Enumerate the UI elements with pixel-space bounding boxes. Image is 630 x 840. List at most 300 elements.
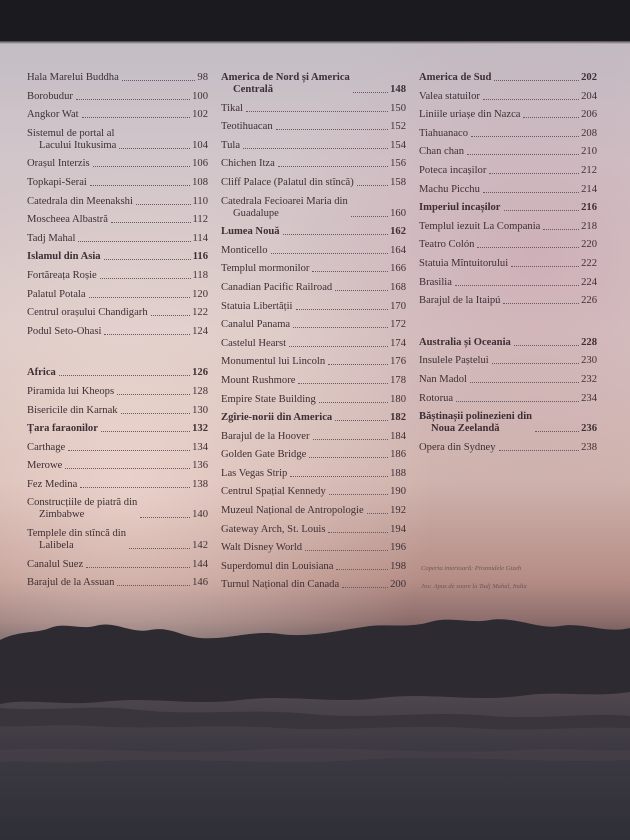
toc-page-number: 210 <box>581 146 597 158</box>
toc-section-heading <box>27 367 208 379</box>
toc-entry <box>419 221 597 233</box>
dot-leader <box>492 362 579 364</box>
toc-page-number: 178 <box>390 374 406 386</box>
dot-leader <box>122 79 196 81</box>
dot-leader <box>89 296 191 298</box>
toc-entry-title <box>221 72 350 96</box>
dot-leader <box>456 400 579 402</box>
toc-entry <box>419 146 597 158</box>
toc-entry <box>27 326 208 338</box>
toc-entry-title <box>27 177 87 189</box>
toc-section-heading <box>419 337 597 349</box>
toc-entry-title <box>419 239 474 251</box>
toc-page-number: 176 <box>390 356 406 368</box>
toc-entry-title <box>221 263 309 275</box>
toc-page-number: 120 <box>192 288 208 300</box>
toc-entry-title <box>27 128 116 152</box>
dot-leader <box>68 449 190 451</box>
toc-entry <box>419 393 597 405</box>
toc-entry-title <box>221 158 275 170</box>
toc-entry-title-line: Canalul Panama <box>221 319 291 331</box>
dot-leader <box>82 116 190 118</box>
dot-leader <box>140 516 190 518</box>
toc-entry-title-line: Turnul Național din Canada <box>221 579 340 591</box>
dot-leader <box>90 184 190 186</box>
toc-entry-title <box>221 338 286 350</box>
dot-leader <box>543 228 579 230</box>
dot-leader <box>309 456 388 458</box>
toc-entry-title <box>27 307 148 319</box>
toc-entry-title-line: Liniile uriașe din Nazca <box>419 109 521 121</box>
dot-leader <box>329 493 388 495</box>
dot-leader <box>353 91 388 93</box>
toc-page-number: 158 <box>390 176 406 188</box>
toc-entry <box>27 577 208 589</box>
toc-page-number: 164 <box>390 244 406 256</box>
toc-entry <box>27 289 208 301</box>
dot-leader <box>494 79 579 81</box>
toc-entry <box>27 91 208 103</box>
toc-page-number: 200 <box>390 579 406 591</box>
dot-leader <box>290 475 388 477</box>
toc-entry-title <box>221 412 332 424</box>
toc-entry-title <box>419 221 540 233</box>
toc-page-number: 162 <box>390 226 406 238</box>
toc-page-number: 148 <box>390 84 406 95</box>
dot-leader <box>93 165 190 167</box>
toc-entry-title <box>419 109 520 121</box>
toc-page-number: 198 <box>390 560 406 572</box>
toc-section-heading <box>221 72 406 96</box>
caption-inner-cover: Coperta interioară: Piramidele Gizeh <box>421 565 522 572</box>
toc-page-number: 98 <box>197 72 208 83</box>
dot-leader <box>243 147 388 149</box>
toc-entry <box>27 528 208 552</box>
toc-page-number: 108 <box>192 176 208 188</box>
dot-leader <box>101 430 190 432</box>
toc-entry-title-line: Merowe <box>27 460 63 472</box>
toc-entry-title-line: Teotihuacan <box>221 121 273 133</box>
toc-entry <box>221 140 406 152</box>
toc-entry-title-line: Muzeul Național de Antropologie <box>221 505 364 517</box>
dot-leader <box>296 308 389 310</box>
toc-entry <box>221 449 406 461</box>
toc-section-heading <box>221 226 406 238</box>
toc-entry-title-line: Sistemul de portal al <box>27 127 115 139</box>
toc-entry-title <box>221 468 287 480</box>
dot-leader <box>351 215 388 217</box>
toc-entry <box>419 295 597 307</box>
toc-page-number: 134 <box>192 441 208 453</box>
section-gap <box>419 314 597 337</box>
toc-page-number: 110 <box>192 195 208 207</box>
toc-entry-title <box>419 442 496 454</box>
toc-entry <box>419 442 597 454</box>
toc-entry-title-line: Valea statuilor <box>419 90 480 102</box>
toc-entry-title-line: Imperiul incașilor <box>419 202 501 214</box>
dot-leader <box>336 568 388 570</box>
toc-page-number: 226 <box>581 295 597 307</box>
dot-leader <box>504 209 580 211</box>
toc-entry-title-line: Băștinașii polinezieni din <box>419 411 533 423</box>
toc-entry-title <box>221 319 290 331</box>
dot-leader <box>328 531 388 533</box>
toc-page-number: 192 <box>390 505 406 517</box>
toc-entry-title <box>27 91 73 103</box>
toc-page-number: 238 <box>581 441 597 453</box>
toc-page-number: 130 <box>192 404 208 416</box>
toc-entry-title <box>221 103 243 115</box>
toc-entry <box>221 468 406 480</box>
toc-entry-title-line: Chichen Itza <box>221 158 275 170</box>
toc-entry-title-line: Tikal <box>221 102 243 114</box>
toc-entry-title-line: Barajul de la Assuan <box>27 577 115 589</box>
toc-entry <box>27 479 208 491</box>
toc-entry-title-line: Barajul de la Itaipú <box>419 295 501 307</box>
toc-page-number: 182 <box>390 412 406 424</box>
toc-entry-title-line: Templele din stîncă din <box>27 528 126 540</box>
toc-page-number: 152 <box>390 121 406 133</box>
toc-entry-title-line: Orașul Interzis <box>27 158 90 170</box>
toc-entry <box>27 214 208 226</box>
toc-entry-title-line: Machu Picchu <box>419 183 480 195</box>
toc-entry-title-line: America de Sud <box>419 72 492 83</box>
toc-entry-title-line: Podul Seto-Ohasi <box>27 325 102 337</box>
toc-page-number: 194 <box>390 523 406 535</box>
toc-entry-title-line: Nan Madol <box>419 373 467 385</box>
toc-page-number: 156 <box>390 158 406 170</box>
toc-entry-title-line: Borobudur <box>27 90 73 102</box>
dot-leader <box>328 363 388 365</box>
dot-leader <box>455 284 579 286</box>
dot-leader <box>289 345 388 347</box>
toc-entry <box>221 524 406 536</box>
toc-page-number: 104 <box>192 139 208 151</box>
toc-entry-title <box>27 479 77 491</box>
toc-entry <box>221 301 406 313</box>
toc-entry-title <box>221 356 325 368</box>
toc-entry-title-continuation: Guadalupe <box>233 207 279 219</box>
sunset-landscape-photo <box>0 600 630 840</box>
toc-section-heading <box>419 72 597 84</box>
toc-entry <box>221 103 406 115</box>
toc-entry-title <box>27 405 118 417</box>
toc-entry-title <box>221 196 348 220</box>
toc-entry <box>221 356 406 368</box>
toc-entry-title-line: America de Nord și America <box>221 72 350 83</box>
toc-page-number: 196 <box>390 542 406 554</box>
dot-leader <box>483 98 579 100</box>
toc-page-number: 118 <box>192 269 208 281</box>
toc-entry <box>221 375 406 387</box>
dot-leader <box>335 419 388 421</box>
dot-leader <box>467 153 579 155</box>
dot-leader <box>283 233 389 235</box>
toc-entry-title <box>221 524 325 536</box>
toc-entry-title-line: Mount Rushmore <box>221 374 296 386</box>
toc-page-number: 206 <box>581 109 597 121</box>
dot-leader <box>86 566 190 568</box>
toc-entry-title-line: Insulele Paștelui <box>419 355 489 367</box>
toc-entry-title <box>419 202 501 214</box>
toc-entry-title-line: Cliff Palace (Palatul din stîncă) <box>221 176 354 188</box>
toc-page-number: 232 <box>581 373 597 385</box>
dot-leader <box>117 393 190 395</box>
toc-entry-title <box>221 579 339 591</box>
toc-page-number: 212 <box>581 164 597 176</box>
toc-section-heading <box>27 251 208 263</box>
toc-entry <box>221 505 406 517</box>
toc-entry-title <box>419 337 511 349</box>
toc-entry-title <box>221 140 240 152</box>
toc-entry-title <box>27 289 86 301</box>
dot-leader <box>489 172 579 174</box>
toc-entry <box>419 128 597 140</box>
dot-leader <box>305 549 388 551</box>
toc-entry <box>419 277 597 289</box>
toc-entry-title <box>221 449 306 461</box>
toc-column-1 <box>27 72 208 596</box>
toc-entry <box>27 442 208 454</box>
toc-page-number: 100 <box>192 90 208 102</box>
toc-page-number: 222 <box>581 257 597 269</box>
toc-page-number: 116 <box>192 251 208 263</box>
toc-entry-title <box>419 277 452 289</box>
toc-entry-title-line: Templul mormonilor <box>221 263 310 275</box>
dot-leader <box>511 265 579 267</box>
toc-section-heading <box>419 202 597 214</box>
toc-entry-title-line: Gateway Arch, St. Louis <box>221 523 326 535</box>
toc-page-number: 218 <box>581 220 597 232</box>
toc-entry-title <box>27 158 90 170</box>
toc-entry-title-line: Monticello <box>221 244 268 256</box>
toc-page-number: 160 <box>390 207 406 219</box>
toc-entry-title-line: Statuia Libertății <box>221 300 293 312</box>
toc-page-number: 184 <box>390 430 406 442</box>
toc-entry <box>221 394 406 406</box>
toc-entry-title-line: Tadj Mahal <box>27 232 76 244</box>
toc-entry <box>27 196 208 208</box>
toc-entry-title-line: Las Vegas Strip <box>221 467 288 479</box>
toc-entry <box>27 307 208 319</box>
toc-entry <box>221 177 406 189</box>
toc-entry-title <box>221 245 268 257</box>
dot-leader <box>313 438 389 440</box>
toc-page-number: 214 <box>581 183 597 195</box>
toc-entry-title-line: Bisericile din Karnak <box>27 404 118 416</box>
toc-entry-title <box>27 460 62 472</box>
toc-entry-title <box>221 542 302 554</box>
toc-entry-title <box>221 226 280 238</box>
toc-entry-title <box>27 270 97 282</box>
section-gap <box>27 344 208 367</box>
toc-entry-title <box>27 423 98 435</box>
toc-entry <box>27 386 208 398</box>
toc-entry <box>419 374 597 386</box>
toc-entry-title-line: Tula <box>221 139 241 151</box>
toc-entry-title <box>419 374 467 386</box>
toc-entry-title <box>419 91 480 103</box>
toc-page-number: 146 <box>192 577 208 589</box>
toc-entry-title <box>419 128 468 140</box>
toc-entry <box>419 91 597 103</box>
toc-entry <box>221 431 406 443</box>
dot-leader <box>151 314 190 316</box>
toc-page-number: 124 <box>192 325 208 337</box>
toc-page-number: 234 <box>581 392 597 404</box>
toc-page-number: 102 <box>192 109 208 121</box>
toc-entry <box>27 128 208 152</box>
dot-leader <box>104 258 191 260</box>
toc-entry-title <box>27 233 75 245</box>
toc-page-number: 204 <box>581 90 597 102</box>
toc-page-number: 142 <box>192 540 208 552</box>
toc-entry <box>221 319 406 331</box>
toc-entry-title-continuation: Centrală <box>233 84 274 95</box>
toc-entry-title <box>221 505 364 517</box>
toc-entry-title-line: Lumea Nouă <box>221 226 280 238</box>
toc-entry <box>419 239 597 251</box>
toc-entry-title-line: Fortăreața Roșie <box>27 269 97 281</box>
toc-entry <box>27 109 208 121</box>
toc-entry-title <box>27 528 126 552</box>
toc-entry-title-line: Catedrala Fecioarei Maria din <box>221 195 348 207</box>
toc-section-heading <box>221 412 406 424</box>
dot-leader <box>357 184 388 186</box>
toc-entry-title-line: Canadian Pacific Railroad <box>221 281 333 293</box>
toc-page-number: 224 <box>581 276 597 288</box>
photo-captions <box>421 563 611 599</box>
toc-entry-title <box>27 326 101 338</box>
toc-entry-title-line: Angkor Wat <box>27 109 79 121</box>
toc-entry <box>419 184 597 196</box>
dot-leader <box>119 147 190 149</box>
dot-leader <box>59 374 190 376</box>
dot-leader <box>477 246 579 248</box>
toc-entry-title-line: Teatro Colón <box>419 239 475 251</box>
toc-entry-title-line: Zgîrie-norii din America <box>221 412 333 424</box>
dot-leader <box>342 586 388 588</box>
dot-leader <box>503 302 579 304</box>
toc-entry-title-line: Brasilia <box>419 276 452 288</box>
toc-entry-title-continuation: Noua Zeelandă <box>431 423 500 435</box>
toc-entry-title <box>221 282 332 294</box>
toc-page-number: 170 <box>390 300 406 312</box>
toc-entry-title-line: Rotorua <box>419 392 454 404</box>
toc-page-number: 220 <box>581 239 597 251</box>
toc-entry-title <box>221 561 333 573</box>
toc-page-number: 188 <box>390 467 406 479</box>
toc-entry <box>419 258 597 270</box>
toc-entry <box>419 165 597 177</box>
toc-page-number: 138 <box>192 478 208 490</box>
toc-entry <box>27 177 208 189</box>
toc-entry-title <box>221 375 295 387</box>
toc-entry-title-line: Barajul de la Hoover <box>221 430 310 442</box>
toc-page-number: 202 <box>581 72 597 83</box>
toc-entry <box>221 542 406 554</box>
caption-photo-below: Jos: Apus de soare la Tadj Mahal, India <box>421 583 527 590</box>
toc-entry-title-line: Castelul Hearst <box>221 337 287 349</box>
toc-entry <box>27 233 208 245</box>
toc-entry-title-line: Superdomul din Louisiana <box>221 560 334 572</box>
toc-entry-title <box>221 431 310 443</box>
toc-entry <box>221 579 406 591</box>
toc-entry-title-line: Hala Marelui Buddha <box>27 72 119 83</box>
dot-leader <box>293 326 388 328</box>
toc-page-number: 144 <box>192 558 208 570</box>
toc-page-number: 180 <box>390 393 406 405</box>
dot-leader <box>535 430 579 432</box>
toc-entry <box>221 561 406 573</box>
toc-page-number: 186 <box>390 449 406 461</box>
toc-entry-title-line: Africa <box>27 367 56 379</box>
toc-page-number: 140 <box>192 509 208 521</box>
toc-entry-title-line: Golden Gate Bridge <box>221 449 307 461</box>
dot-leader <box>136 203 191 205</box>
dot-leader <box>121 412 191 414</box>
toc-page-number: 136 <box>192 460 208 472</box>
toc-entry <box>221 121 406 133</box>
toc-page-number: 132 <box>192 423 208 435</box>
dot-leader <box>367 512 388 514</box>
toc-entry-title <box>27 386 114 398</box>
toc-page-number: 174 <box>390 337 406 349</box>
toc-entry-title <box>27 559 83 571</box>
toc-entry <box>419 109 597 121</box>
toc-entry-title <box>27 577 114 589</box>
toc-entry-title <box>221 394 316 406</box>
dot-leader <box>65 467 190 469</box>
dot-leader <box>335 289 388 291</box>
dot-leader <box>298 382 388 384</box>
toc-entry <box>221 263 406 275</box>
toc-page-number: 208 <box>581 127 597 139</box>
toc-entry-title <box>27 442 65 454</box>
dot-leader <box>117 584 190 586</box>
toc-entry-title-line: Construcțiile de piatră din <box>27 497 138 509</box>
dot-leader <box>271 252 389 254</box>
toc-entry-title-line: Opera din Sydney <box>419 441 496 453</box>
toc-entry <box>27 405 208 417</box>
toc-entry-title <box>419 355 489 367</box>
toc-entry-title-line: Piramida lui Kheops <box>27 385 115 397</box>
toc-entry-title-line: Poteca incașilor <box>419 164 487 176</box>
dot-leader <box>80 486 190 488</box>
toc-page-number: 150 <box>390 102 406 114</box>
toc-entry-title <box>27 367 56 379</box>
dot-leader <box>129 547 190 549</box>
dot-leader <box>104 333 190 335</box>
toc-column-3 <box>419 72 597 460</box>
toc-page-number: 236 <box>581 423 597 435</box>
toc-column-2 <box>221 72 406 598</box>
dot-leader <box>111 221 191 223</box>
dot-leader <box>499 449 580 451</box>
toc-entry-title <box>419 184 480 196</box>
dot-leader <box>483 191 579 193</box>
toc-entry-title-line: Centrul Spațial Kennedy <box>221 486 326 498</box>
toc-page-number: 114 <box>192 232 208 244</box>
toc-entry <box>221 245 406 257</box>
toc-entry-title-line: Catedrala din Meenakshi <box>27 195 133 207</box>
toc-entry <box>27 460 208 472</box>
toc-entry-title-continuation: Lacului Itukusima <box>39 139 117 151</box>
toc-entry-title-line: Chan chan <box>419 146 465 158</box>
toc-page-number: 228 <box>581 336 597 348</box>
dot-leader <box>319 401 388 403</box>
toc-entry-title <box>419 295 500 307</box>
